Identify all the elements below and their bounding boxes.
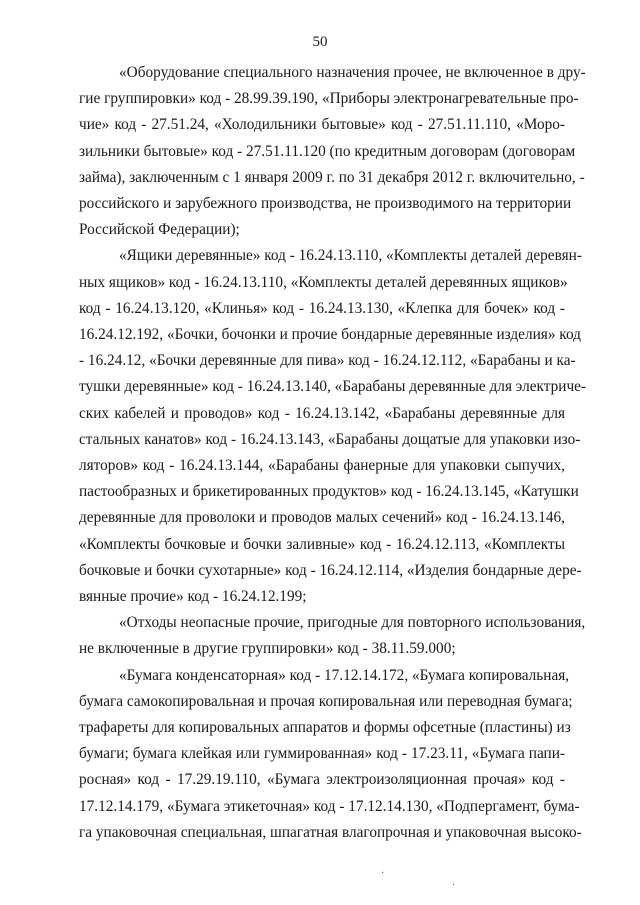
- text-line: Российской Федерации);: [79, 221, 240, 239]
- text-line: чие» код - 27.51.24, «Холодильники бытовые» код - 27.51.11.110, «Моро-: [79, 116, 565, 134]
- text-line: ских кабелей и проводов» код - 16.24.13.142, «Барабаны деревянные для: [79, 404, 565, 422]
- text-line: зильники бытовые» код - 27.51.11.120 (по кредитным договорам (договорам: [79, 142, 576, 160]
- scan-speck: ·: [381, 868, 385, 879]
- text-line: вянные прочие» код - 16.24.12.199;: [79, 588, 307, 605]
- text-line: 16.24.12.192, «Бочки, бочонки и прочие бондарные деревянные изделия» код: [79, 326, 581, 343]
- text-line: «Бумага конденсаторная» код - 17.12.14.172, «Бумага копировальная,: [119, 666, 570, 684]
- text-line: стальных канатов» код - 16.24.13.143, «Барабаны дощатые для упаковки изо-: [79, 430, 581, 448]
- text-line: не включенные в другие группировки» код - 38.11.59.000;: [79, 640, 456, 658]
- text-line: займа), заключенным с 1 января 2009 г. по 31 декабря 2012 г. включительно, -: [79, 168, 585, 186]
- text-line: бочковые и бочки сухотарные» код - 16.24.12.114, «Изделия бондарные дере-: [79, 561, 582, 579]
- text-line: бумаги; бумага клейкая или гуммированная» код - 17.23.11, «Бумага папи-: [79, 745, 565, 763]
- text-line: «Комплекты бочковые и бочки заливные» код - 16.24.12.113, «Комплекты: [79, 535, 565, 553]
- text-line: деревянные для проволоки и проводов малых сечений» код - 16.24.13.146,: [79, 509, 565, 527]
- text-line: пастообразных и брикетированных продуктов» код - 16.24.13.145, «Катушки: [79, 483, 579, 501]
- text-line: га упаковочная специальная, шпагатная влагопрочная и упаковочная высоко-: [79, 823, 582, 841]
- text-line: - 16.24.12, «Бочки деревянные для пива» код - 16.24.12.112, «Барабаны и ка-: [79, 352, 576, 370]
- scan-speck: ·: [452, 880, 456, 891]
- text-line: росная» код - 17.29.19.110, «Бумага электроизоляционная прочая» код -: [79, 771, 565, 789]
- page-number: 50: [312, 34, 328, 50]
- text-line: ляторов» код - 16.24.13.144, «Барабаны фанерные для упаковки сыпучих,: [79, 457, 565, 474]
- text-line: российского и зарубежного производства, не производимого на территории: [79, 195, 572, 212]
- text-line: гие группировки» код - 28.99.39.190, «Приборы электронагревательные про-: [79, 90, 579, 108]
- text-line: тушки деревянные» код - 16.24.13.140, «Барабаны деревянные для электриче-: [79, 378, 587, 396]
- text-line: ных ящиков» код - 16.24.13.110, «Комплекты деталей деревянных ящиков»: [79, 273, 568, 291]
- text-line: бумага самокопировальная и прочая копировальная или переводная бумага;: [79, 692, 573, 710]
- text-line: «Оборудование специального назначения прочее, не включенное в дру-: [119, 64, 586, 81]
- text-line: код - 16.24.13.120, «Клинья» код - 16.24.13.130, «Клепка для бочек» код -: [79, 299, 565, 317]
- text-line: «Ящики деревянные» код - 16.24.13.110, «Комплекты деталей деревян-: [119, 247, 582, 265]
- text-line: «Отходы неопасные прочие, пригодные для повторного использования,: [119, 614, 586, 632]
- text-line: трафареты для копировальных аппаратов и формы офсетные (пластины) из: [79, 719, 571, 736]
- text-line: 17.12.14.179, «Бумага этикеточная» код - 17.12.14.130, «Подпергамент, бума-: [79, 797, 580, 815]
